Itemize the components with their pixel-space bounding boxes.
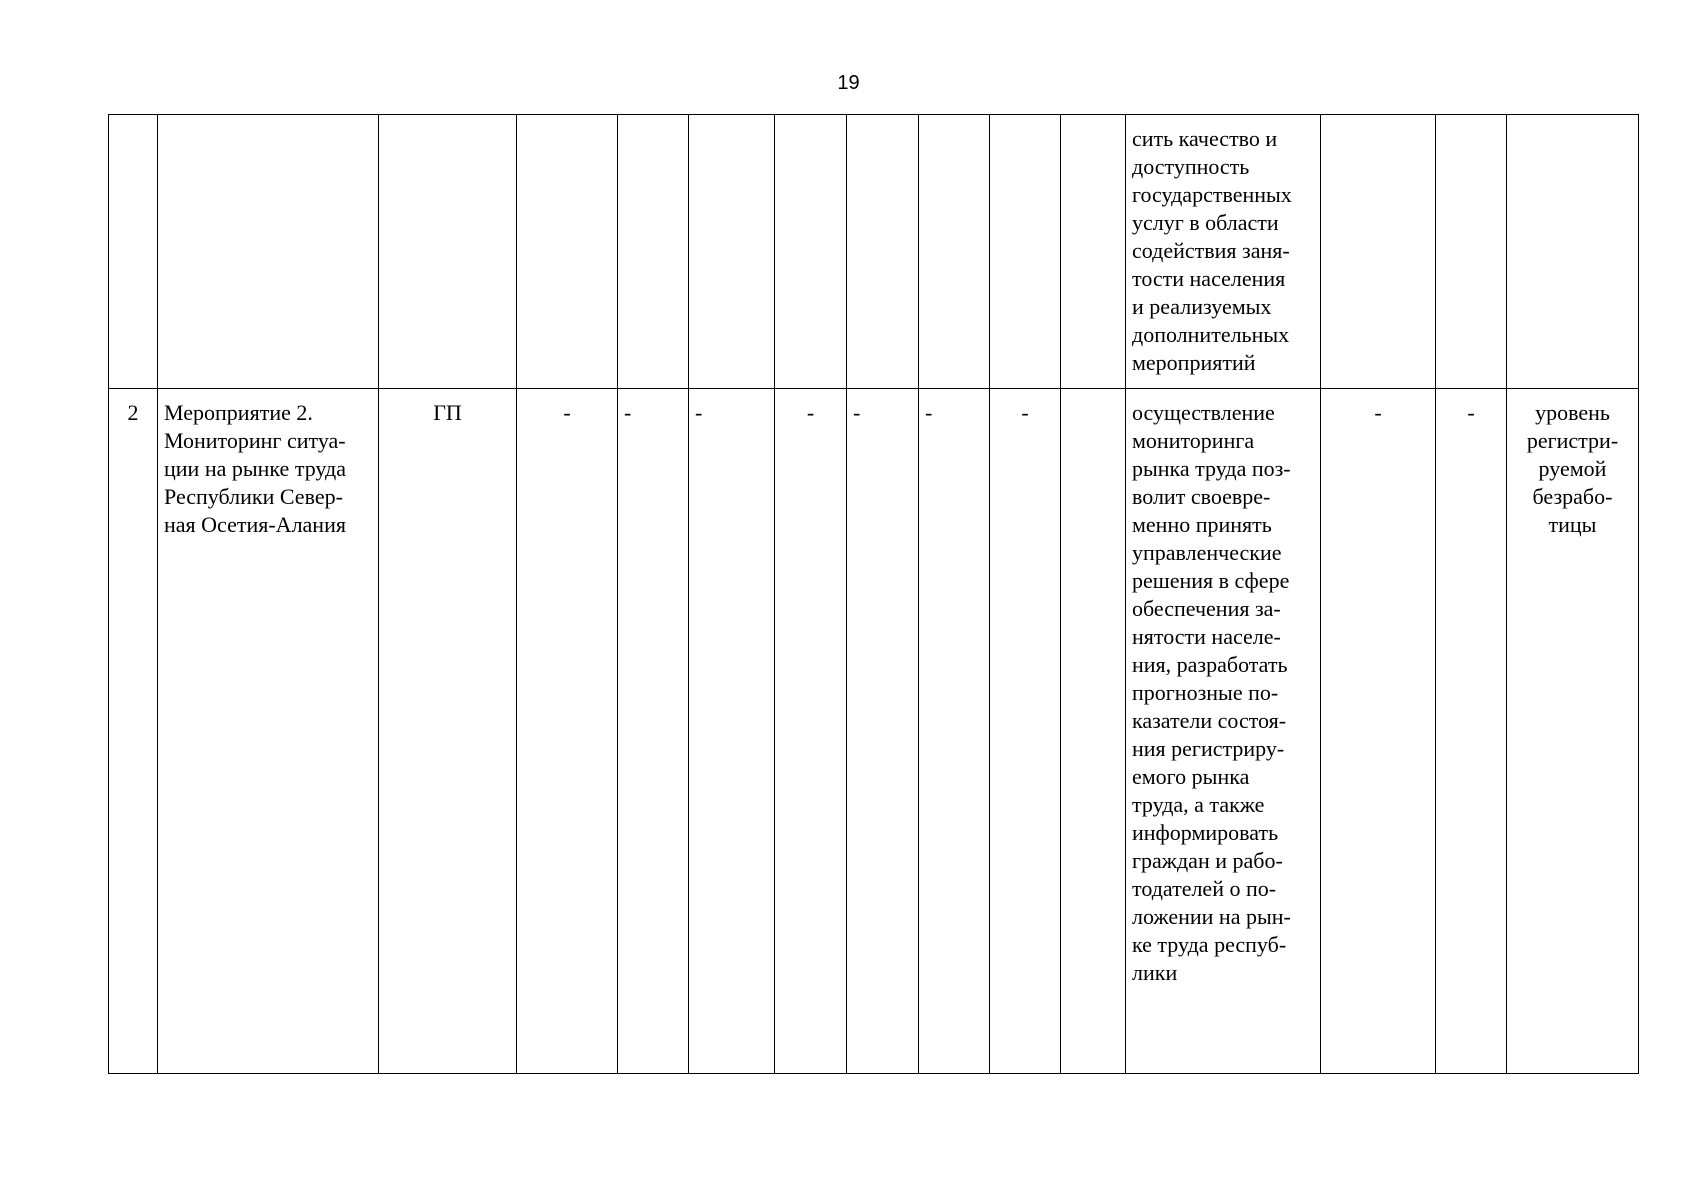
cell-col-10 bbox=[990, 115, 1061, 389]
text-line: мониторинга bbox=[1132, 428, 1255, 453]
cell-col-8 bbox=[847, 115, 919, 389]
cell-name bbox=[158, 389, 379, 1074]
cell-number bbox=[109, 115, 158, 389]
program-measures-table bbox=[108, 114, 1639, 1074]
cell-expected-result bbox=[1126, 115, 1321, 389]
text-line: менно принять bbox=[1132, 512, 1272, 537]
text-line: рынка труда поз- bbox=[1132, 456, 1291, 481]
cell-number: 2 bbox=[109, 389, 158, 1074]
cell-col-13: - bbox=[1321, 389, 1436, 1074]
text-line: доступность bbox=[1132, 154, 1250, 179]
cell-expected-result bbox=[1126, 389, 1321, 1074]
text-line: прогнозные по- bbox=[1132, 680, 1279, 705]
text-line: сить качество и bbox=[1132, 126, 1278, 151]
text-line: Мероприятие 2. bbox=[164, 400, 313, 425]
text-line: Республики Север- bbox=[164, 484, 343, 509]
cell-col-6: - bbox=[689, 389, 775, 1074]
text-line: безрабо- bbox=[1532, 484, 1613, 509]
text-line: емого рынка bbox=[1132, 764, 1250, 789]
text-line: казатели состоя- bbox=[1132, 708, 1287, 733]
cell-col-6 bbox=[689, 115, 775, 389]
cell-col-4 bbox=[517, 115, 618, 389]
cell-col-14: - bbox=[1436, 389, 1507, 1074]
table-row bbox=[109, 115, 1639, 389]
cell-col-5 bbox=[618, 115, 689, 389]
text-line: тости населения bbox=[1132, 266, 1286, 291]
cell-executor: ГП bbox=[379, 389, 517, 1074]
text-line: труда, а также bbox=[1132, 792, 1265, 817]
text-line: ния регистриру- bbox=[1132, 736, 1285, 761]
cell-executor bbox=[379, 115, 517, 389]
text-line: обеспечения за- bbox=[1132, 596, 1281, 621]
cell-col-13 bbox=[1321, 115, 1436, 389]
text-line: услуг в области bbox=[1132, 210, 1279, 235]
text-line: лики bbox=[1132, 960, 1178, 985]
cell-col-5: - bbox=[618, 389, 689, 1074]
text-line: нятости населе- bbox=[1132, 624, 1281, 649]
text-line: государственных bbox=[1132, 182, 1292, 207]
cell-col-14 bbox=[1436, 115, 1507, 389]
cell-col-7: - bbox=[775, 389, 847, 1074]
cell-col-11 bbox=[1061, 115, 1126, 389]
text-line: тодателей о по- bbox=[1132, 876, 1277, 901]
text-line: содействия заня- bbox=[1132, 238, 1290, 263]
text-line: дополнительных bbox=[1132, 322, 1290, 347]
cell-col-9 bbox=[919, 115, 990, 389]
text-line: решения в сфере bbox=[1132, 568, 1290, 593]
text-line: граждан и рабо- bbox=[1132, 848, 1283, 873]
cell-col-7 bbox=[775, 115, 847, 389]
cell-indicator bbox=[1507, 115, 1639, 389]
cell-col-4: - bbox=[517, 389, 618, 1074]
text-line: ке труда респуб- bbox=[1132, 932, 1287, 957]
text-line: ная Осетия-Алания bbox=[164, 512, 346, 537]
text-line: осуществление bbox=[1132, 400, 1275, 425]
cell-col-8: - bbox=[847, 389, 919, 1074]
cell-col-11 bbox=[1061, 389, 1126, 1074]
text-line: тицы bbox=[1548, 512, 1597, 537]
text-line: регистри- bbox=[1526, 428, 1619, 453]
cell-indicator bbox=[1507, 389, 1639, 1074]
text-line: ния, разработать bbox=[1132, 652, 1288, 677]
text-line: руемой bbox=[1538, 456, 1607, 481]
text-line: и реализуемых bbox=[1132, 294, 1272, 319]
cell-col-10: - bbox=[990, 389, 1061, 1074]
text-line: уровень bbox=[1535, 400, 1610, 425]
page-number: 19 bbox=[837, 72, 860, 94]
cell-name bbox=[158, 115, 379, 389]
text-line: мероприятий bbox=[1132, 350, 1256, 375]
text-line: управленческие bbox=[1132, 540, 1282, 565]
text-line: Мониторинг ситуа- bbox=[164, 428, 346, 453]
cell-col-9: - bbox=[919, 389, 990, 1074]
text-line: информировать bbox=[1132, 820, 1279, 845]
table-row bbox=[109, 389, 1639, 1074]
text-line: ложении на рын- bbox=[1132, 904, 1291, 929]
text-line: ции на рынке труда bbox=[164, 456, 346, 481]
text-line: волит своевре- bbox=[1132, 484, 1271, 509]
